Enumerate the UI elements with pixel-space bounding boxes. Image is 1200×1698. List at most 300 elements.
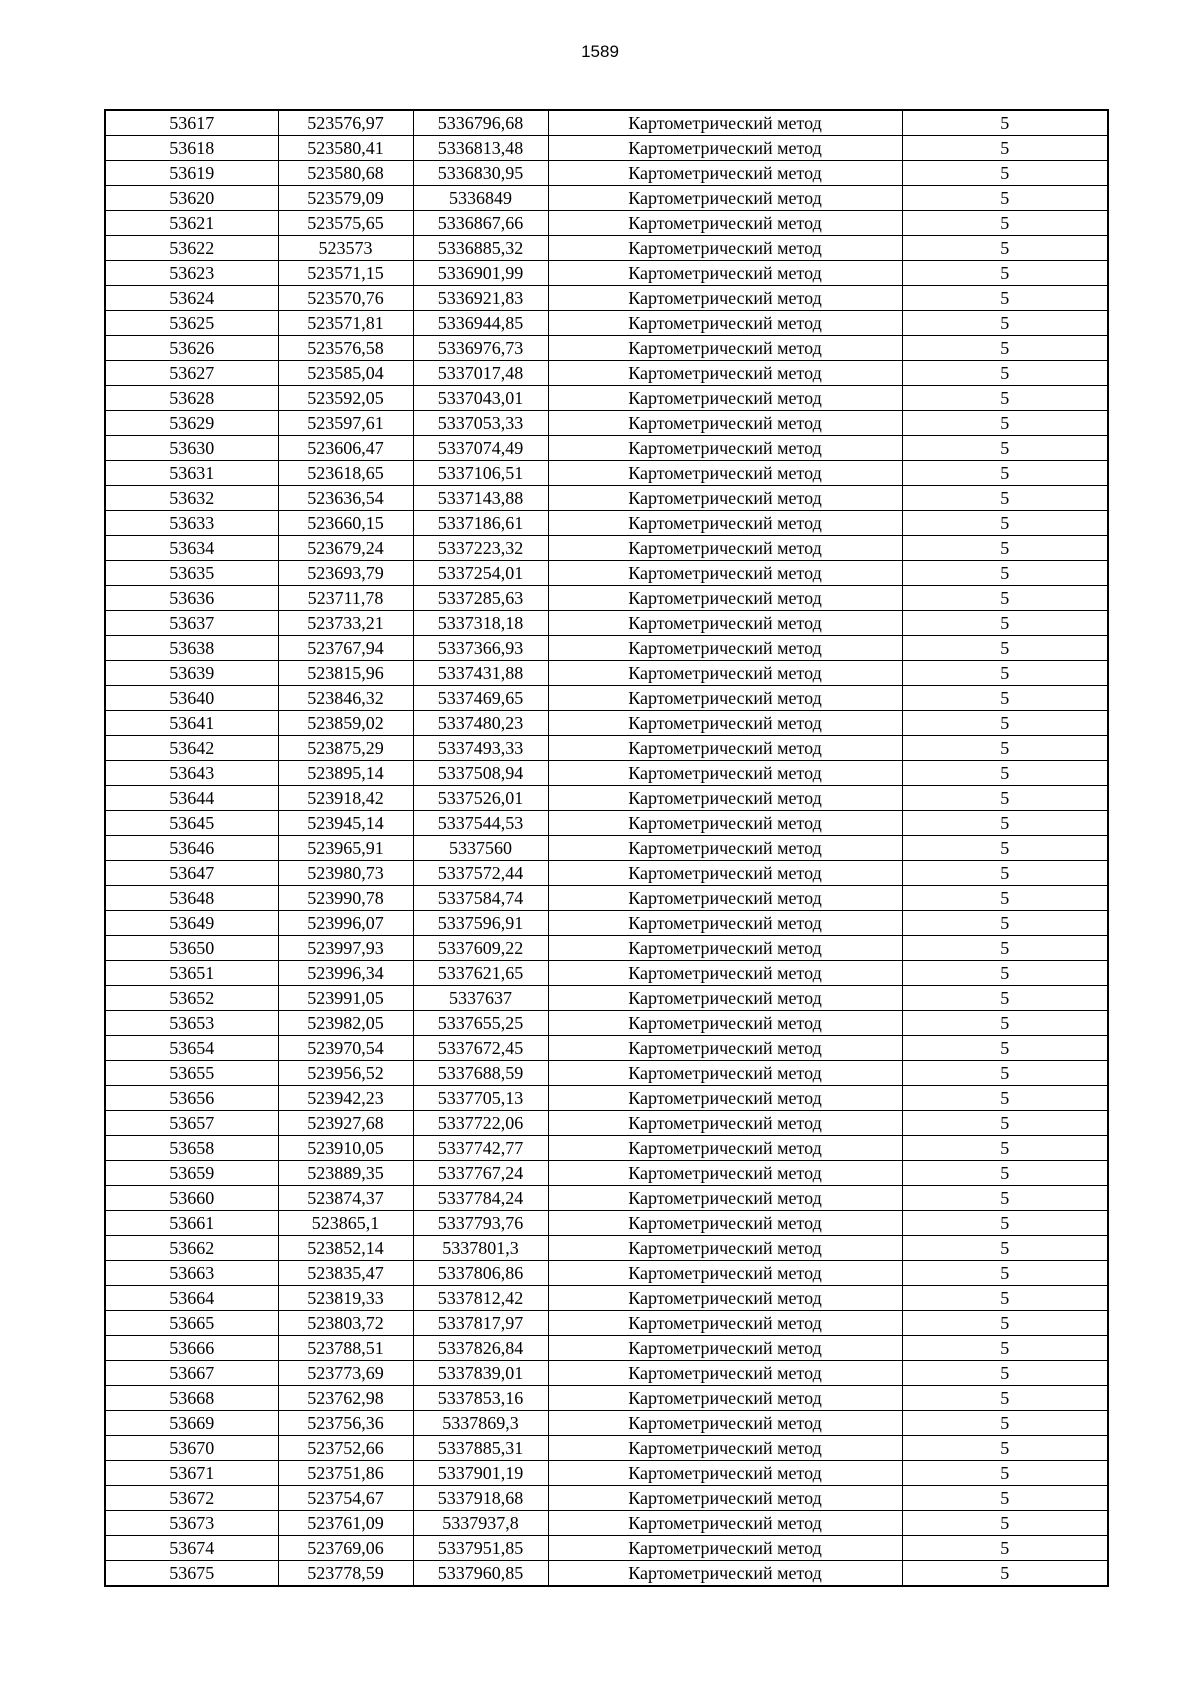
accuracy-cell: 5 (902, 1236, 1108, 1261)
method-cell: Картометрический метод (548, 761, 902, 786)
point-number-cell: 53629 (105, 411, 278, 436)
method-cell: Картометрический метод (548, 110, 902, 136)
point-number-cell: 53638 (105, 636, 278, 661)
table-row (105, 761, 1108, 786)
accuracy-cell: 5 (902, 1436, 1108, 1461)
accuracy-cell: 5 (902, 211, 1108, 236)
table-row (105, 736, 1108, 761)
point-number-cell: 53670 (105, 1436, 278, 1461)
method-cell: Картометрический метод (548, 1036, 902, 1061)
point-number-cell: 53637 (105, 611, 278, 636)
table-row (105, 661, 1108, 686)
y-coordinate-cell: 5337705,13 (413, 1086, 548, 1111)
table-row (105, 1411, 1108, 1436)
y-coordinate-cell: 5337918,68 (413, 1486, 548, 1511)
y-coordinate-cell: 5337869,3 (413, 1411, 548, 1436)
method-cell: Картометрический метод (548, 536, 902, 561)
method-cell: Картометрический метод (548, 461, 902, 486)
table-row (105, 1561, 1108, 1587)
y-coordinate-cell: 5337223,32 (413, 536, 548, 561)
x-coordinate-cell: 523636,54 (278, 486, 413, 511)
accuracy-cell: 5 (902, 836, 1108, 861)
accuracy-cell: 5 (902, 811, 1108, 836)
method-cell: Картометрический метод (548, 836, 902, 861)
point-number-cell: 53635 (105, 561, 278, 586)
table-row (105, 836, 1108, 861)
x-coordinate-cell: 523859,02 (278, 711, 413, 736)
method-cell: Картометрический метод (548, 1161, 902, 1186)
y-coordinate-cell: 5337621,65 (413, 961, 548, 986)
table-row (105, 1261, 1108, 1286)
accuracy-cell: 5 (902, 936, 1108, 961)
table-row (105, 236, 1108, 261)
accuracy-cell: 5 (902, 1536, 1108, 1561)
table-row (105, 361, 1108, 386)
x-coordinate-cell: 523835,47 (278, 1261, 413, 1286)
point-number-cell: 53667 (105, 1361, 278, 1386)
point-number-cell: 53646 (105, 836, 278, 861)
method-cell: Картометрический метод (548, 411, 902, 436)
x-coordinate-cell: 523576,97 (278, 110, 413, 136)
point-number-cell: 53625 (105, 311, 278, 336)
method-cell: Картометрический метод (548, 586, 902, 611)
y-coordinate-cell: 5337960,85 (413, 1561, 548, 1587)
x-coordinate-cell: 523945,14 (278, 811, 413, 836)
y-coordinate-cell: 5337655,25 (413, 1011, 548, 1036)
page-number: 1589 (581, 42, 619, 61)
method-cell: Картометрический метод (548, 511, 902, 536)
accuracy-cell: 5 (902, 1136, 1108, 1161)
y-coordinate-cell: 5337767,24 (413, 1161, 548, 1186)
y-coordinate-cell: 5337318,18 (413, 611, 548, 636)
method-cell: Картометрический метод (548, 336, 902, 361)
y-coordinate-cell: 5337469,65 (413, 686, 548, 711)
accuracy-cell: 5 (902, 1161, 1108, 1186)
table-row (105, 411, 1108, 436)
x-coordinate-cell: 523762,98 (278, 1386, 413, 1411)
accuracy-cell: 5 (902, 1111, 1108, 1136)
y-coordinate-cell: 5336796,68 (413, 110, 548, 136)
accuracy-cell: 5 (902, 1086, 1108, 1111)
x-coordinate-cell: 523752,66 (278, 1436, 413, 1461)
y-coordinate-cell: 5337584,74 (413, 886, 548, 911)
point-number-cell: 53652 (105, 986, 278, 1011)
point-number-cell: 53675 (105, 1561, 278, 1587)
y-coordinate-cell: 5337480,23 (413, 711, 548, 736)
table-row (105, 286, 1108, 311)
point-number-cell: 53650 (105, 936, 278, 961)
accuracy-cell: 5 (902, 110, 1108, 136)
y-coordinate-cell: 5336901,99 (413, 261, 548, 286)
y-coordinate-cell: 5337937,8 (413, 1511, 548, 1536)
x-coordinate-cell: 523788,51 (278, 1336, 413, 1361)
accuracy-cell: 5 (902, 311, 1108, 336)
accuracy-cell: 5 (902, 511, 1108, 536)
y-coordinate-cell: 5336813,48 (413, 136, 548, 161)
point-number-cell: 53631 (105, 461, 278, 486)
point-number-cell: 53669 (105, 1411, 278, 1436)
x-coordinate-cell: 523575,65 (278, 211, 413, 236)
x-coordinate-cell: 523942,23 (278, 1086, 413, 1111)
y-coordinate-cell: 5337826,84 (413, 1336, 548, 1361)
accuracy-cell: 5 (902, 1286, 1108, 1311)
method-cell: Картометрический метод (548, 561, 902, 586)
x-coordinate-cell: 523573 (278, 236, 413, 261)
table-row (105, 1486, 1108, 1511)
point-number-cell: 53636 (105, 586, 278, 611)
y-coordinate-cell: 5336944,85 (413, 311, 548, 336)
point-number-cell: 53649 (105, 911, 278, 936)
method-cell: Картометрический метод (548, 161, 902, 186)
table-row (105, 1086, 1108, 1111)
y-coordinate-cell: 5336976,73 (413, 336, 548, 361)
point-number-cell: 53623 (105, 261, 278, 286)
accuracy-cell: 5 (902, 1061, 1108, 1086)
x-coordinate-cell: 523660,15 (278, 511, 413, 536)
x-coordinate-cell: 523819,33 (278, 1286, 413, 1311)
y-coordinate-cell: 5337493,33 (413, 736, 548, 761)
y-coordinate-cell: 5337812,42 (413, 1286, 548, 1311)
table-row (105, 436, 1108, 461)
y-coordinate-cell: 5336885,32 (413, 236, 548, 261)
x-coordinate-cell: 523874,37 (278, 1186, 413, 1211)
table-row (105, 1461, 1108, 1486)
point-number-cell: 53661 (105, 1211, 278, 1236)
y-coordinate-cell: 5337572,44 (413, 861, 548, 886)
point-number-cell: 53653 (105, 1011, 278, 1036)
coordinates-table-body (105, 110, 1108, 1586)
y-coordinate-cell: 5337801,3 (413, 1236, 548, 1261)
point-number-cell: 53665 (105, 1311, 278, 1336)
point-number-cell: 53645 (105, 811, 278, 836)
x-coordinate-cell: 523679,24 (278, 536, 413, 561)
y-coordinate-cell: 5337431,88 (413, 661, 548, 686)
x-coordinate-cell: 523875,29 (278, 736, 413, 761)
method-cell: Картометрический метод (548, 1361, 902, 1386)
x-coordinate-cell: 523927,68 (278, 1111, 413, 1136)
x-coordinate-cell: 523846,32 (278, 686, 413, 711)
accuracy-cell: 5 (902, 1261, 1108, 1286)
accuracy-cell: 5 (902, 261, 1108, 286)
point-number-cell: 53619 (105, 161, 278, 186)
accuracy-cell: 5 (902, 386, 1108, 411)
x-coordinate-cell: 523996,34 (278, 961, 413, 986)
method-cell: Картометрический метод (548, 386, 902, 411)
method-cell: Картометрический метод (548, 1411, 902, 1436)
y-coordinate-cell: 5337637 (413, 986, 548, 1011)
coordinates-table (104, 109, 1109, 1587)
table-row (105, 586, 1108, 611)
y-coordinate-cell: 5337053,33 (413, 411, 548, 436)
x-coordinate-cell: 523585,04 (278, 361, 413, 386)
method-cell: Картометрический метод (548, 886, 902, 911)
accuracy-cell: 5 (902, 136, 1108, 161)
point-number-cell: 53655 (105, 1061, 278, 1086)
x-coordinate-cell: 523815,96 (278, 661, 413, 686)
method-cell: Картометрический метод (548, 1061, 902, 1086)
method-cell: Картометрический метод (548, 1461, 902, 1486)
point-number-cell: 53657 (105, 1111, 278, 1136)
x-coordinate-cell: 523592,05 (278, 386, 413, 411)
accuracy-cell: 5 (902, 1311, 1108, 1336)
y-coordinate-cell: 5337885,31 (413, 1436, 548, 1461)
method-cell: Картометрический метод (548, 786, 902, 811)
table-row (105, 1161, 1108, 1186)
method-cell: Картометрический метод (548, 136, 902, 161)
x-coordinate-cell: 523751,86 (278, 1461, 413, 1486)
table-row (105, 1011, 1108, 1036)
x-coordinate-cell: 523956,52 (278, 1061, 413, 1086)
table-row (105, 536, 1108, 561)
accuracy-cell: 5 (902, 1211, 1108, 1236)
y-coordinate-cell: 5337901,19 (413, 1461, 548, 1486)
point-number-cell: 53647 (105, 861, 278, 886)
x-coordinate-cell: 523580,41 (278, 136, 413, 161)
table-row (105, 1236, 1108, 1261)
point-number-cell: 53660 (105, 1186, 278, 1211)
table-row (105, 1211, 1108, 1236)
method-cell: Картометрический метод (548, 611, 902, 636)
method-cell: Картометрический метод (548, 1211, 902, 1236)
x-coordinate-cell: 523693,79 (278, 561, 413, 586)
x-coordinate-cell: 523579,09 (278, 186, 413, 211)
method-cell: Картометрический метод (548, 311, 902, 336)
point-number-cell: 53639 (105, 661, 278, 686)
point-number-cell: 53640 (105, 686, 278, 711)
accuracy-cell: 5 (902, 486, 1108, 511)
table-row (105, 161, 1108, 186)
x-coordinate-cell: 523996,07 (278, 911, 413, 936)
accuracy-cell: 5 (902, 1361, 1108, 1386)
method-cell: Картометрический метод (548, 911, 902, 936)
accuracy-cell: 5 (902, 1411, 1108, 1436)
point-number-cell: 53624 (105, 286, 278, 311)
method-cell: Картометрический метод (548, 961, 902, 986)
method-cell: Картометрический метод (548, 636, 902, 661)
y-coordinate-cell: 5337793,76 (413, 1211, 548, 1236)
point-number-cell: 53668 (105, 1386, 278, 1411)
accuracy-cell: 5 (902, 911, 1108, 936)
accuracy-cell: 5 (902, 411, 1108, 436)
y-coordinate-cell: 5336830,95 (413, 161, 548, 186)
accuracy-cell: 5 (902, 636, 1108, 661)
y-coordinate-cell: 5337688,59 (413, 1061, 548, 1086)
method-cell: Картометрический метод (548, 211, 902, 236)
y-coordinate-cell: 5337951,85 (413, 1536, 548, 1561)
x-coordinate-cell: 523733,21 (278, 611, 413, 636)
table-row (105, 1036, 1108, 1061)
accuracy-cell: 5 (902, 161, 1108, 186)
point-number-cell: 53662 (105, 1236, 278, 1261)
method-cell: Картометрический метод (548, 711, 902, 736)
y-coordinate-cell: 5337508,94 (413, 761, 548, 786)
y-coordinate-cell: 5337784,24 (413, 1186, 548, 1211)
y-coordinate-cell: 5337106,51 (413, 461, 548, 486)
accuracy-cell: 5 (902, 1036, 1108, 1061)
table-row (105, 1111, 1108, 1136)
method-cell: Картометрический метод (548, 1536, 902, 1561)
method-cell: Картометрический метод (548, 286, 902, 311)
accuracy-cell: 5 (902, 1486, 1108, 1511)
point-number-cell: 53628 (105, 386, 278, 411)
y-coordinate-cell: 5337853,16 (413, 1386, 548, 1411)
table-row (105, 1186, 1108, 1211)
x-coordinate-cell: 523576,58 (278, 336, 413, 361)
x-coordinate-cell: 523895,14 (278, 761, 413, 786)
x-coordinate-cell: 523965,91 (278, 836, 413, 861)
y-coordinate-cell: 5337817,97 (413, 1311, 548, 1336)
x-coordinate-cell: 523606,47 (278, 436, 413, 461)
method-cell: Картометрический метод (548, 1136, 902, 1161)
y-coordinate-cell: 5336867,66 (413, 211, 548, 236)
point-number-cell: 53664 (105, 1286, 278, 1311)
method-cell: Картометрический метод (548, 736, 902, 761)
method-cell: Картометрический метод (548, 811, 902, 836)
point-number-cell: 53654 (105, 1036, 278, 1061)
method-cell: Картометрический метод (548, 1436, 902, 1461)
x-coordinate-cell: 523597,61 (278, 411, 413, 436)
accuracy-cell: 5 (902, 686, 1108, 711)
table-row (105, 711, 1108, 736)
y-coordinate-cell: 5337609,22 (413, 936, 548, 961)
method-cell: Картометрический метод (548, 861, 902, 886)
point-number-cell: 53621 (105, 211, 278, 236)
method-cell: Картометрический метод (548, 361, 902, 386)
x-coordinate-cell: 523754,67 (278, 1486, 413, 1511)
y-coordinate-cell: 5337560 (413, 836, 548, 861)
point-number-cell: 53658 (105, 1136, 278, 1161)
accuracy-cell: 5 (902, 736, 1108, 761)
y-coordinate-cell: 5337285,63 (413, 586, 548, 611)
point-number-cell: 53651 (105, 961, 278, 986)
accuracy-cell: 5 (902, 186, 1108, 211)
method-cell: Картометрический метод (548, 1261, 902, 1286)
method-cell: Картометрический метод (548, 1111, 902, 1136)
x-coordinate-cell: 523769,06 (278, 1536, 413, 1561)
x-coordinate-cell: 523803,72 (278, 1311, 413, 1336)
x-coordinate-cell: 523773,69 (278, 1361, 413, 1386)
y-coordinate-cell: 5337366,93 (413, 636, 548, 661)
point-number-cell: 53672 (105, 1486, 278, 1511)
table-row (105, 1061, 1108, 1086)
y-coordinate-cell: 5337186,61 (413, 511, 548, 536)
table-row (105, 486, 1108, 511)
accuracy-cell: 5 (902, 561, 1108, 586)
y-coordinate-cell: 5337254,01 (413, 561, 548, 586)
x-coordinate-cell: 523997,93 (278, 936, 413, 961)
table-row (105, 861, 1108, 886)
accuracy-cell: 5 (902, 586, 1108, 611)
y-coordinate-cell: 5337526,01 (413, 786, 548, 811)
table-row (105, 311, 1108, 336)
method-cell: Картометрический метод (548, 261, 902, 286)
y-coordinate-cell: 5336921,83 (413, 286, 548, 311)
table-row (105, 1136, 1108, 1161)
x-coordinate-cell: 523570,76 (278, 286, 413, 311)
x-coordinate-cell: 523571,15 (278, 261, 413, 286)
accuracy-cell: 5 (902, 461, 1108, 486)
point-number-cell: 53666 (105, 1336, 278, 1361)
accuracy-cell: 5 (902, 761, 1108, 786)
accuracy-cell: 5 (902, 986, 1108, 1011)
table-row (105, 386, 1108, 411)
table-row (105, 986, 1108, 1011)
method-cell: Картометрический метод (548, 661, 902, 686)
x-coordinate-cell: 523767,94 (278, 636, 413, 661)
accuracy-cell: 5 (902, 1186, 1108, 1211)
point-number-cell: 53632 (105, 486, 278, 511)
table-row (105, 561, 1108, 586)
y-coordinate-cell: 5337839,01 (413, 1361, 548, 1386)
x-coordinate-cell: 523865,1 (278, 1211, 413, 1236)
table-row (105, 511, 1108, 536)
point-number-cell: 53673 (105, 1511, 278, 1536)
table-row (105, 786, 1108, 811)
table-row (105, 911, 1108, 936)
y-coordinate-cell: 5337722,06 (413, 1111, 548, 1136)
x-coordinate-cell: 523852,14 (278, 1236, 413, 1261)
method-cell: Картометрический метод (548, 236, 902, 261)
table-row (105, 461, 1108, 486)
x-coordinate-cell: 523910,05 (278, 1136, 413, 1161)
method-cell: Картометрический метод (548, 936, 902, 961)
x-coordinate-cell: 523918,42 (278, 786, 413, 811)
point-number-cell: 53634 (105, 536, 278, 561)
point-number-cell: 53674 (105, 1536, 278, 1561)
y-coordinate-cell: 5336849 (413, 186, 548, 211)
table-row (105, 1286, 1108, 1311)
accuracy-cell: 5 (902, 286, 1108, 311)
point-number-cell: 53633 (105, 511, 278, 536)
y-coordinate-cell: 5337143,88 (413, 486, 548, 511)
y-coordinate-cell: 5337672,45 (413, 1036, 548, 1061)
y-coordinate-cell: 5337017,48 (413, 361, 548, 386)
accuracy-cell: 5 (902, 361, 1108, 386)
accuracy-cell: 5 (902, 961, 1108, 986)
table-row (105, 1361, 1108, 1386)
table-row (105, 136, 1108, 161)
method-cell: Картометрический метод (548, 1511, 902, 1536)
method-cell: Картометрический метод (548, 1486, 902, 1511)
accuracy-cell: 5 (902, 236, 1108, 261)
point-number-cell: 53656 (105, 1086, 278, 1111)
x-coordinate-cell: 523991,05 (278, 986, 413, 1011)
method-cell: Картометрический метод (548, 1011, 902, 1036)
table-row (105, 1511, 1108, 1536)
accuracy-cell: 5 (902, 886, 1108, 911)
accuracy-cell: 5 (902, 1561, 1108, 1587)
table-row (105, 261, 1108, 286)
x-coordinate-cell: 523778,59 (278, 1561, 413, 1587)
table-row (105, 1536, 1108, 1561)
table-row (105, 1336, 1108, 1361)
table-row (105, 1311, 1108, 1336)
table-row (105, 961, 1108, 986)
accuracy-cell: 5 (902, 861, 1108, 886)
y-coordinate-cell: 5337742,77 (413, 1136, 548, 1161)
point-number-cell: 53620 (105, 186, 278, 211)
accuracy-cell: 5 (902, 536, 1108, 561)
method-cell: Картометрический метод (548, 436, 902, 461)
accuracy-cell: 5 (902, 1461, 1108, 1486)
accuracy-cell: 5 (902, 611, 1108, 636)
accuracy-cell: 5 (902, 436, 1108, 461)
point-number-cell: 53642 (105, 736, 278, 761)
table-row (105, 186, 1108, 211)
point-number-cell: 53671 (105, 1461, 278, 1486)
table-row (105, 636, 1108, 661)
method-cell: Картометрический метод (548, 1561, 902, 1587)
